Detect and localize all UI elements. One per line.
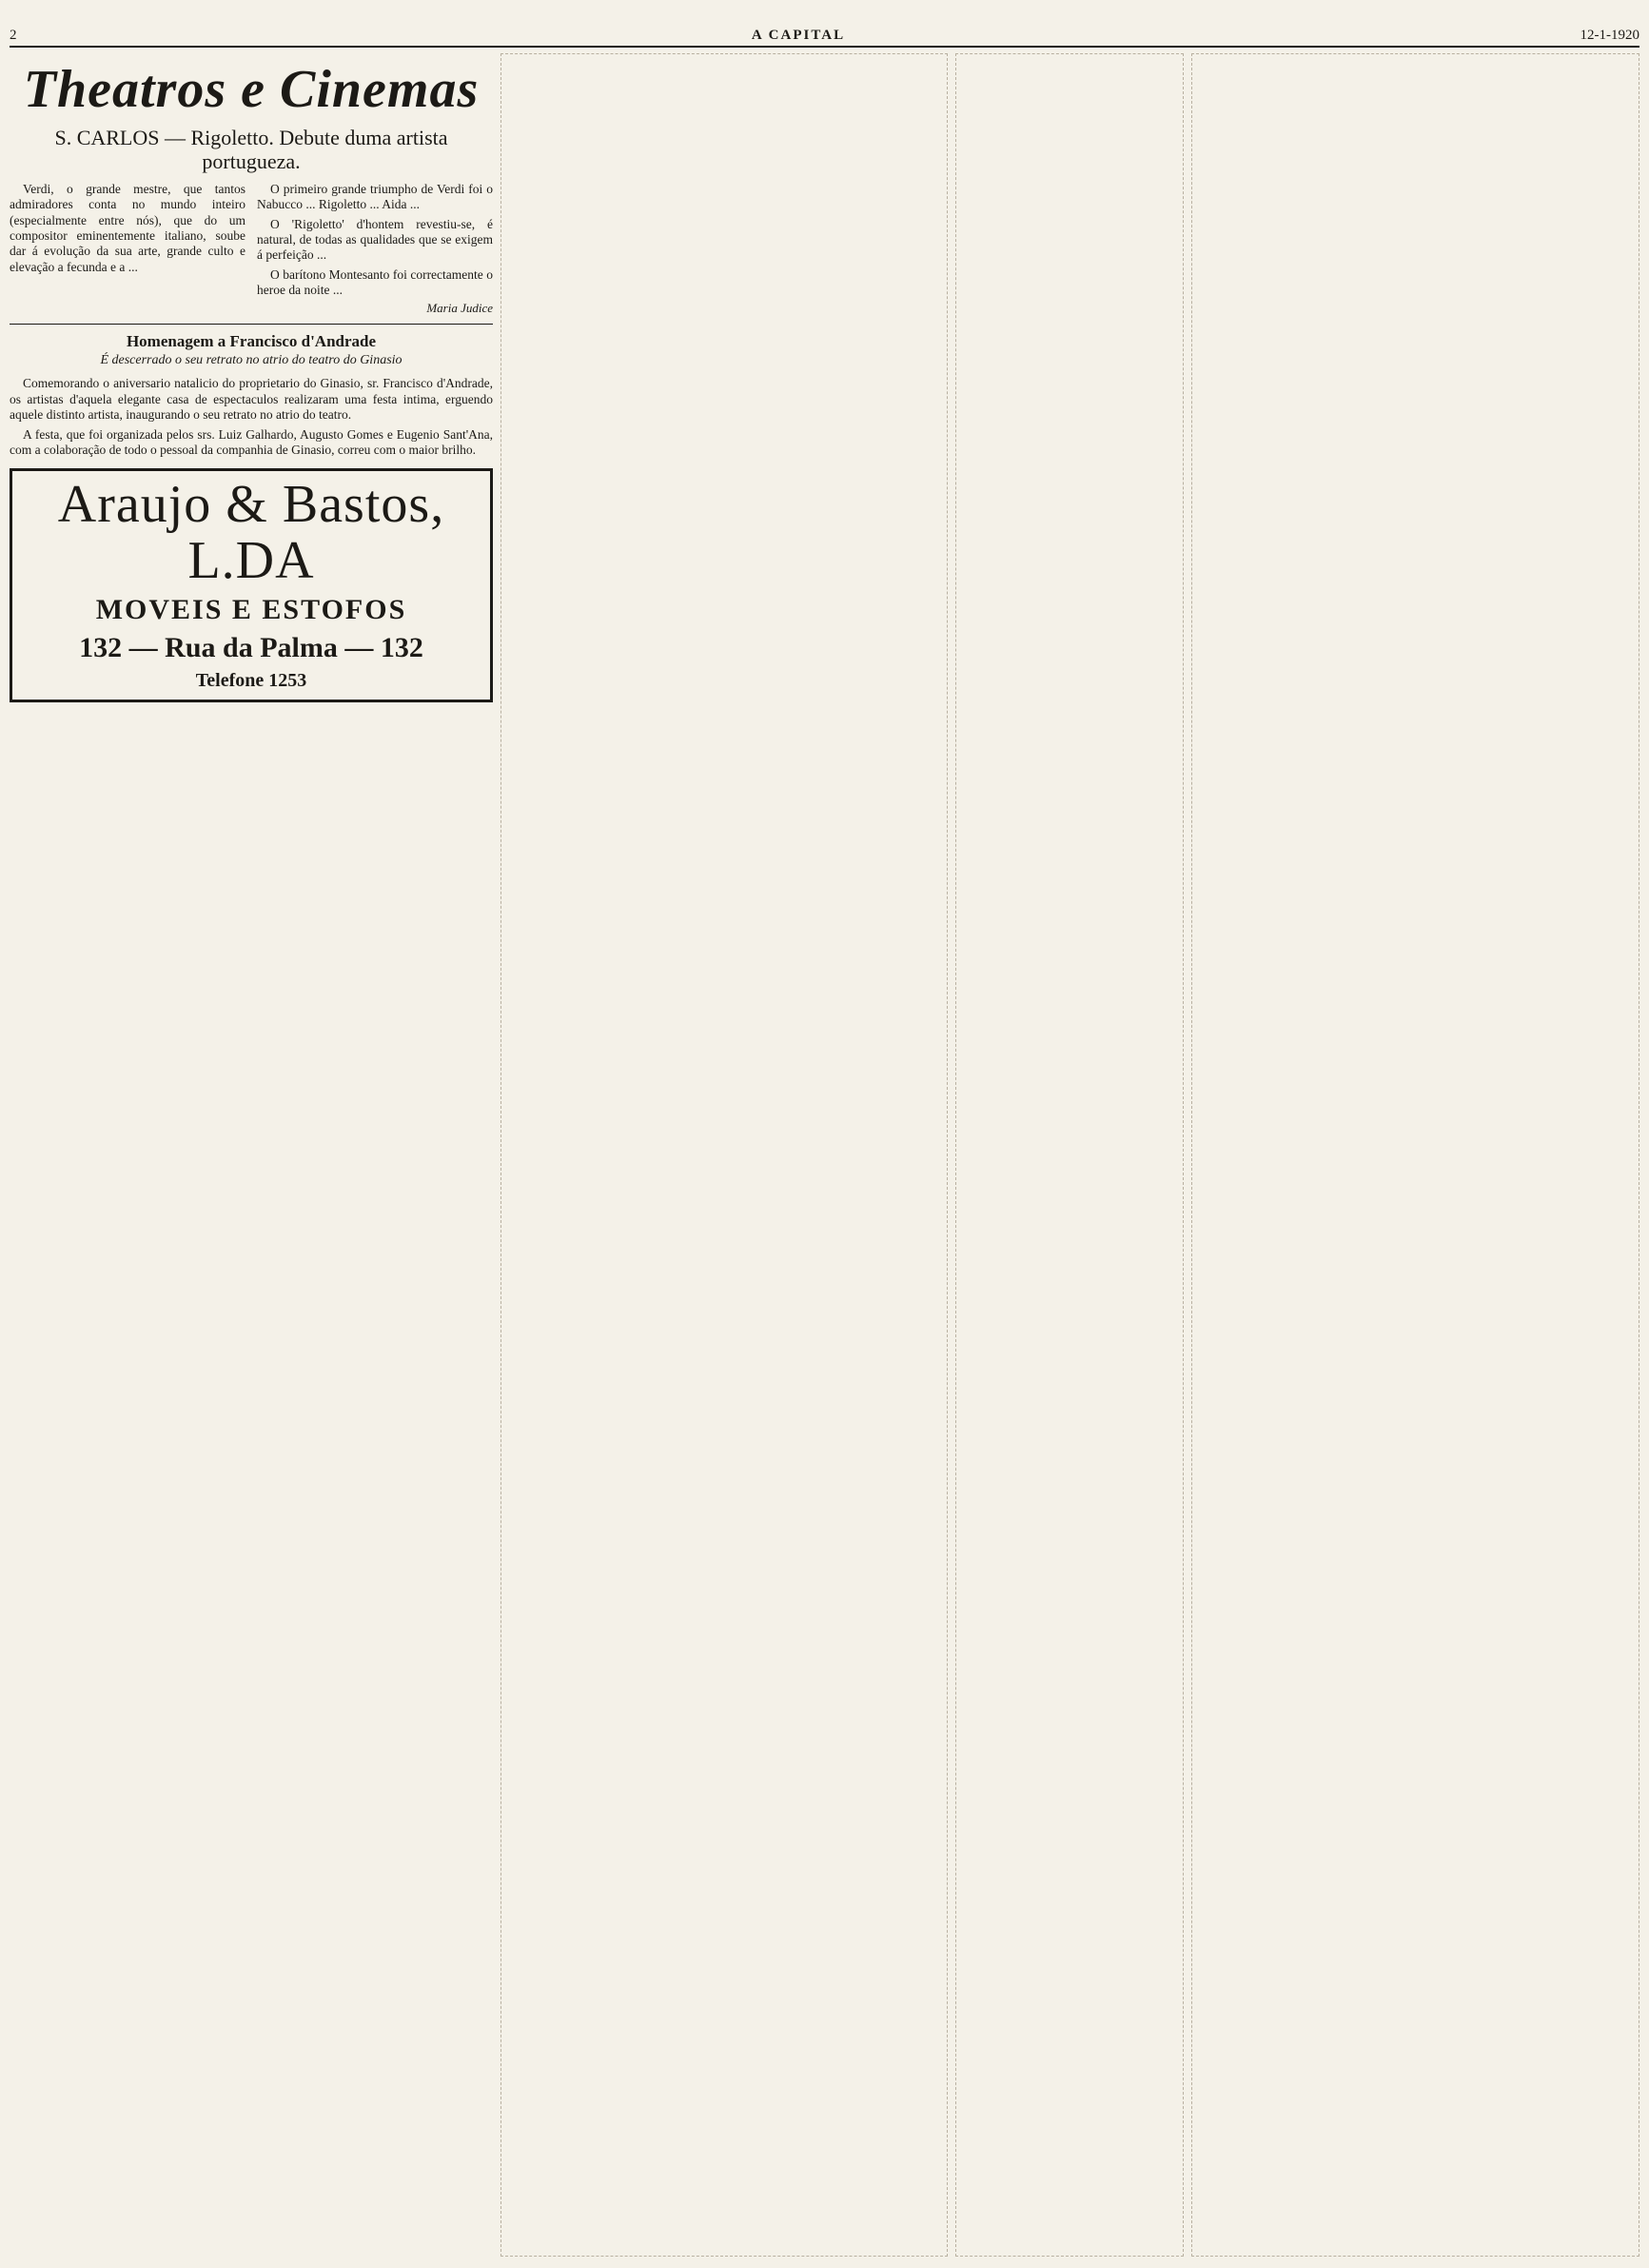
- issue-date: 12-1-1920: [1580, 28, 1639, 43]
- article-paragraph: Verdi, o grande mestre, que tantos admiradores conta no mundo inteiro (especialmente entre nós), que do um compositor eminentemente italiano, soube dar á evolução da sua arte, grande culto e elevação a fecunda e a ...: [10, 181, 245, 274]
- homenagem-subtitle: É descerrado o seu retrato no atrio do teatro do Ginasio: [100, 353, 402, 368]
- column-noticias-da-capital: [955, 53, 1184, 2257]
- masthead: [10, 29, 1639, 48]
- section-title-theatros: Theatros e Cinemas: [23, 60, 480, 119]
- advertisement-araujo-bastos: [10, 468, 493, 703]
- page-number: 2: [10, 28, 17, 43]
- ad-phone: Telefone 1253: [195, 670, 307, 692]
- divider: [10, 324, 493, 325]
- ad-address: 132 — Rua da Palma — 132: [79, 632, 423, 664]
- article-paragraph: O primeiro grande triumpho de Verdi foi o Nabucco ... Rigoletto ... Aida ...: [257, 181, 493, 212]
- column-theatros: [10, 53, 493, 2257]
- homenagem-paragraph: Comemorando o aniversario natalicio do proprietario do Ginasio, sr. Francisco d'Andrade, os artistas d'aquela elegante casa de espectaculos realizaram uma festa intima, erguendo aquele distinto artista, inaugurando o seu retrato no atrio do teatro.: [10, 376, 493, 423]
- theatros-headline: S. CARLOS — Rigoletto. Debute duma artista portugueza.: [54, 126, 448, 174]
- article-byline: Maria Judice: [426, 300, 493, 315]
- homenagem-paragraph: A festa, que foi organizada pelos srs. Luiz Galhardo, Augusto Gomes e Eugenio Sant'Ana, com a colaboração de todo o pessoal da companhia de Ginasio, correu com o maior brilho.: [10, 426, 493, 458]
- article-paragraph: O barítono Montesanto foi correctamente o heroe da noite ...: [257, 266, 493, 298]
- column-ultima-hora: [1191, 53, 1639, 2257]
- ad-company-name: Araujo & Bastos, L.DA: [57, 474, 445, 590]
- article-paragraph: O 'Rigoletto' d'hontem revestiu-se, é natural, de todas as qualidades que se exigem á perfeição ...: [257, 216, 493, 263]
- homenagem-title: Homenagem a Francisco d'Andrade: [126, 331, 377, 350]
- theatros-article: [10, 182, 493, 299]
- newspaper-page: [10, 0, 1639, 2268]
- newspaper-title: A CAPITAL: [751, 28, 846, 43]
- ad-product-line: MOVEIS E ESTOFOS: [95, 594, 407, 626]
- homenagem-text: [10, 376, 493, 458]
- column-salao-central: [501, 53, 948, 2257]
